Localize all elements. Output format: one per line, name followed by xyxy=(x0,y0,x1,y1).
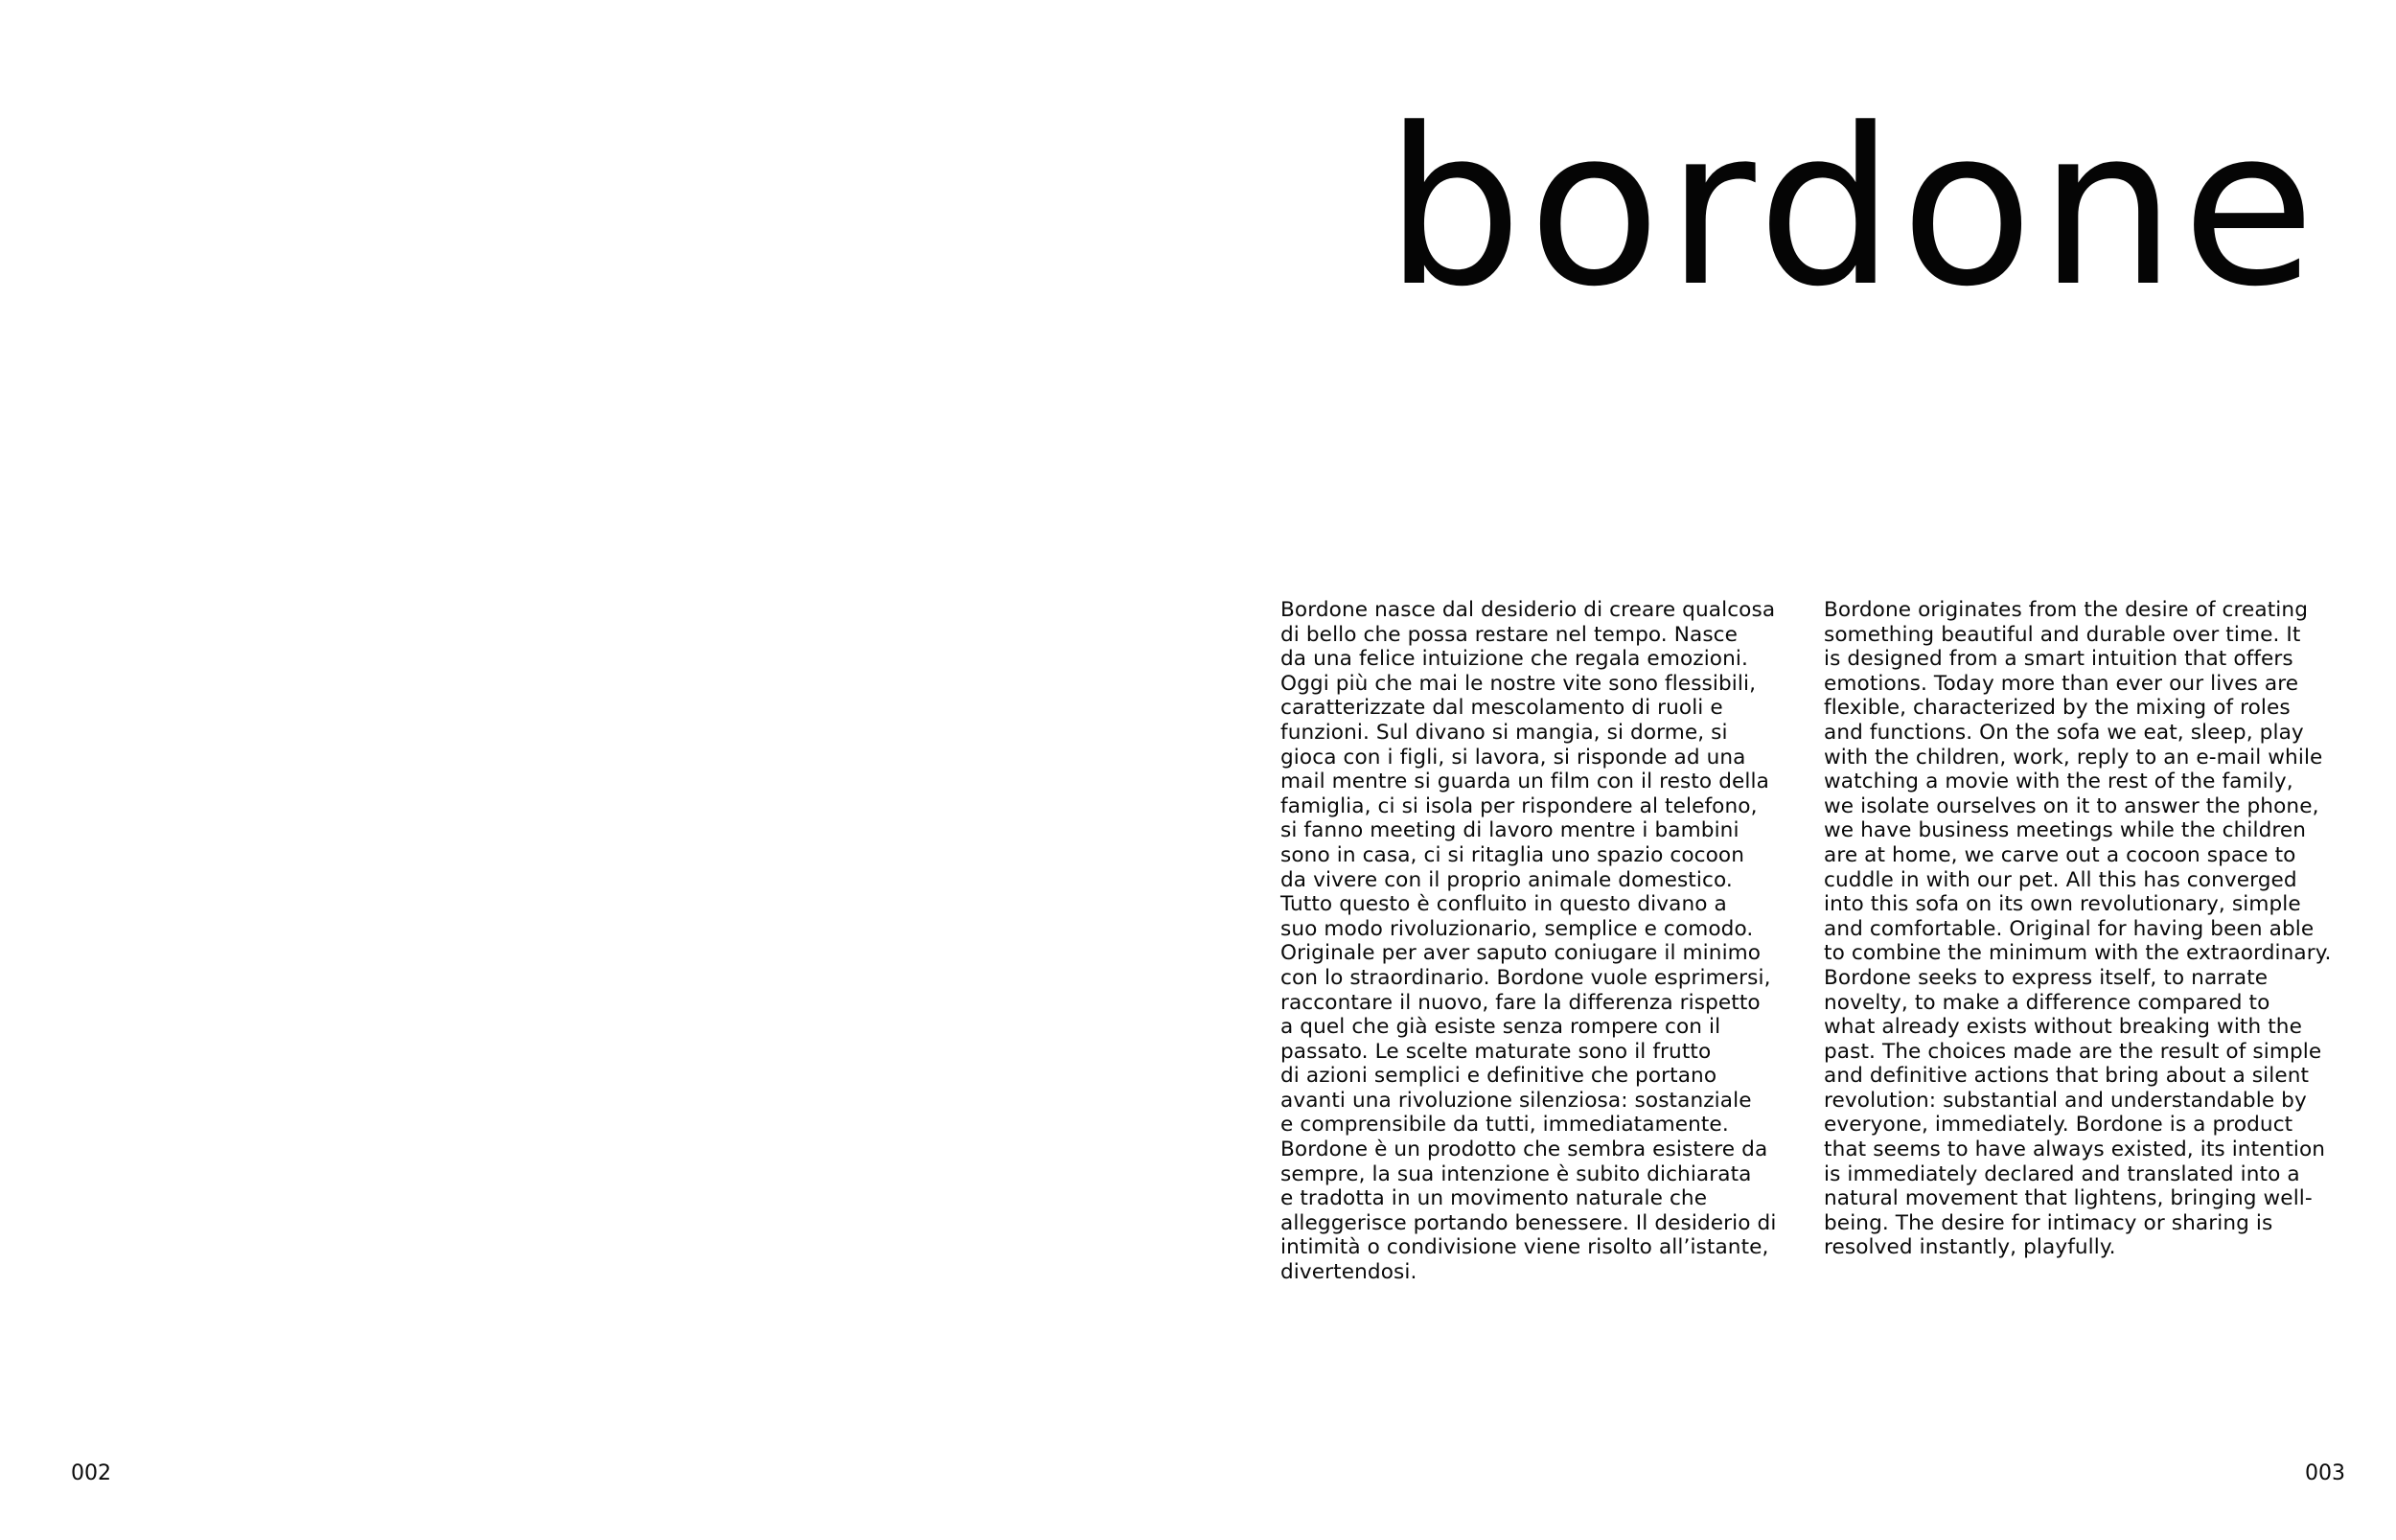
english-text-line: with the children, work, reply to an e-mail while xyxy=(1824,745,2323,770)
english-text-line: being. The desire for intimacy or sharing is xyxy=(1824,1210,2273,1235)
italian-text-line: Tutto questo è confluito in questo divano a xyxy=(1280,892,1727,917)
italian-text-line: raccontare il nuovo, fare la differenza rispetto xyxy=(1280,990,1761,1015)
english-text-line: and definitive actions that bring about a silent xyxy=(1824,1064,2310,1089)
page-title: bordone xyxy=(1385,82,2321,334)
italian-text-column xyxy=(1280,598,1798,1285)
english-text-line: are at home, we carve out a cocoon space to xyxy=(1824,842,2296,867)
page-number-left: 002 xyxy=(71,1461,111,1485)
english-text-line: into this sofa on its own revolutionary, simple xyxy=(1824,892,2301,917)
italian-text-line: a quel che già esiste senza rompere con il xyxy=(1280,1015,1721,1040)
page-number-right: 003 xyxy=(2305,1461,2345,1485)
english-text-line: flexible, characterized by the mixing of roles xyxy=(1824,696,2291,721)
english-text-line: we isolate ourselves on it to answer the phone, xyxy=(1824,793,2319,818)
english-text-line: novelty, to make a difference compared to xyxy=(1824,990,2270,1015)
english-text-line: something beautiful and durable over time. It xyxy=(1824,622,2301,647)
english-text-line: is immediately declared and translated into a xyxy=(1824,1161,2300,1186)
english-text-line: natural movement that lightens, bringing well- xyxy=(1824,1186,2313,1211)
italian-text-line: e tradotta in un movimento naturale che xyxy=(1280,1186,1708,1211)
english-text-line: we have business meetings while the children xyxy=(1824,818,2307,843)
italian-text-line: e comprensibile da tutti, immediatamente. xyxy=(1280,1113,1729,1138)
english-text-line: revolution: substantial and understandable by xyxy=(1824,1088,2307,1113)
italian-text-line: da vivere con il proprio animale domestico. xyxy=(1280,867,1733,892)
italian-text-line: funzioni. Sul divano si mangia, si dorme, si xyxy=(1280,720,1728,745)
english-text-line: everyone, immediately. Bordone is a product xyxy=(1824,1113,2293,1138)
italian-text-line: di azioni semplici e definitive che portano xyxy=(1280,1064,1717,1089)
english-text-line: to combine the minimum with the extraordinary. xyxy=(1824,941,2332,966)
italian-text-line: famiglia, ci si isola per rispondere al telefono, xyxy=(1280,793,1758,818)
english-text-line: and comfortable. Original for having been able xyxy=(1824,916,2315,941)
english-text-column xyxy=(1824,598,2341,1260)
italian-text-line: passato. Le scelte maturate sono il frutto xyxy=(1280,1039,1712,1064)
italian-text-line: caratterizzate dal mescolamento di ruoli e xyxy=(1280,696,1723,721)
italian-text-line: si fanno meeting di lavoro mentre i bambini xyxy=(1280,818,1739,843)
italian-text-line: Originale per aver saputo coniugare il minimo xyxy=(1280,941,1762,966)
italian-text-line: con lo straordinario. Bordone vuole esprimersi, xyxy=(1280,965,1771,990)
italian-text-line: gioca con i figli, si lavora, si risponde ad una xyxy=(1280,745,1746,770)
english-text-line: and functions. On the sofa we eat, sleep, play xyxy=(1824,720,2304,745)
italian-text-line: avanti una rivoluzione silenziosa: sostanziale xyxy=(1280,1088,1752,1113)
english-text-line: that seems to have always existed, its intention xyxy=(1824,1138,2326,1162)
italian-text-line: sempre, la sua intenzione è subito dichiarata xyxy=(1280,1161,1752,1186)
italian-text-line: divertendosi. xyxy=(1280,1260,1417,1285)
english-text-line: Bordone seeks to express itself, to narrate xyxy=(1824,965,2269,990)
english-text-line: emotions. Today more than ever our lives are xyxy=(1824,671,2299,696)
italian-text-line: alleggerisce portando benessere. Il desiderio di xyxy=(1280,1210,1777,1235)
english-text-line: watching a movie with the rest of the family, xyxy=(1824,770,2293,794)
english-text-line: past. The choices made are the result of simple xyxy=(1824,1039,2322,1064)
italian-text-line: di bello che possa restare nel tempo. Nasce xyxy=(1280,622,1739,647)
italian-text-line: Bordone è un prodotto che sembra esistere da xyxy=(1280,1138,1768,1162)
italian-text-line: Oggi più che mai le nostre vite sono flessibili, xyxy=(1280,671,1757,696)
italian-text-line: mail mentre si guarda un film con il resto della xyxy=(1280,770,1769,794)
english-text-line: resolved instantly, playfully. xyxy=(1824,1235,2116,1260)
english-text-line: what already exists without breaking with the xyxy=(1824,1015,2302,1040)
italian-text-line: Bordone nasce dal desiderio di creare qualcosa xyxy=(1280,598,1776,622)
english-text-line: is designed from a smart intuition that offers xyxy=(1824,647,2293,672)
italian-text-line: intimità o condivisione viene risolto all’istante, xyxy=(1280,1235,1769,1260)
italian-text-line: suo modo rivoluzionario, semplice e comodo. xyxy=(1280,916,1754,941)
italian-text-line: sono in casa, ci si ritaglia uno spazio cocoon xyxy=(1280,842,1745,867)
english-text-line: Bordone originates from the desire of creating xyxy=(1824,598,2308,622)
english-text-line: cuddle in with our pet. All this has converged xyxy=(1824,867,2297,892)
italian-text-line: da una felice intuizione che regala emozioni. xyxy=(1280,647,1748,672)
